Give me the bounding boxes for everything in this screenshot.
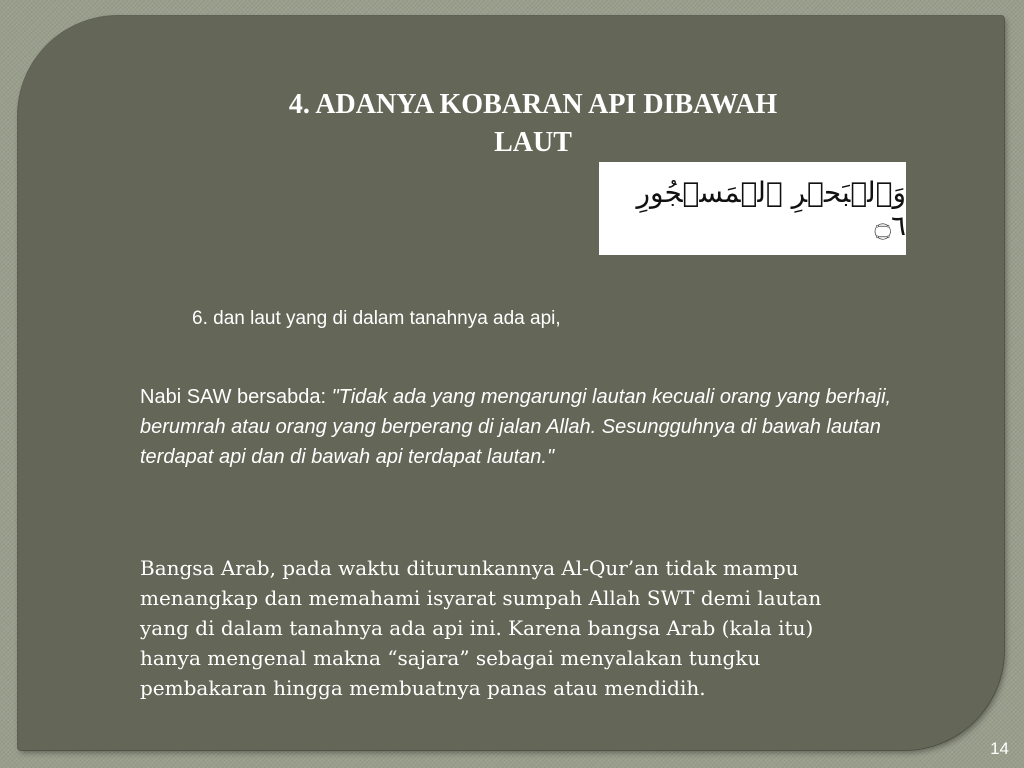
page-number: 14	[990, 739, 1009, 758]
slide-panel	[18, 16, 1004, 750]
slide-title	[148, 86, 918, 162]
arabic-verse-image	[599, 162, 906, 255]
hadith-paragraph	[140, 382, 930, 472]
arabic-verse-text: وَٱلۡبَحۡرِ ٱلۡمَسۡجُورِ ۝٦	[636, 175, 906, 242]
body-paragraph: Bangsa Arab, pada waktu diturunkannya Al-Qur’an tidak mampu menangkap dan memahami isyarat sumpah Allah SWT demi lautan yang di dalam tanahnya ada api ini. Karena bangsa Arab (kala itu) hanya mengenal makna “sajara” sebagai menyalakan tungku pembakaran hingga membuatnya panas atau mendidih.	[140, 556, 822, 700]
verse-translation: 6. dan laut yang di dalam tanahnya ada api,	[192, 308, 561, 329]
slide-title-line-1: 4. ADANYA KOBARAN API DIBAWAH	[288, 89, 778, 120]
hadith-intro: Nabi SAW bersabda:	[140, 386, 332, 408]
hadith-quote: "Tidak ada yang mengarungi lautan kecuali orang yang berhaji, berumrah atau orang yang berperang di jalan Allah. Sesungguhnya di bawah lautan terdapat api dan di bawah api terdapat lautan."	[140, 386, 892, 468]
slide-title-line-2: LAUT	[494, 127, 572, 158]
